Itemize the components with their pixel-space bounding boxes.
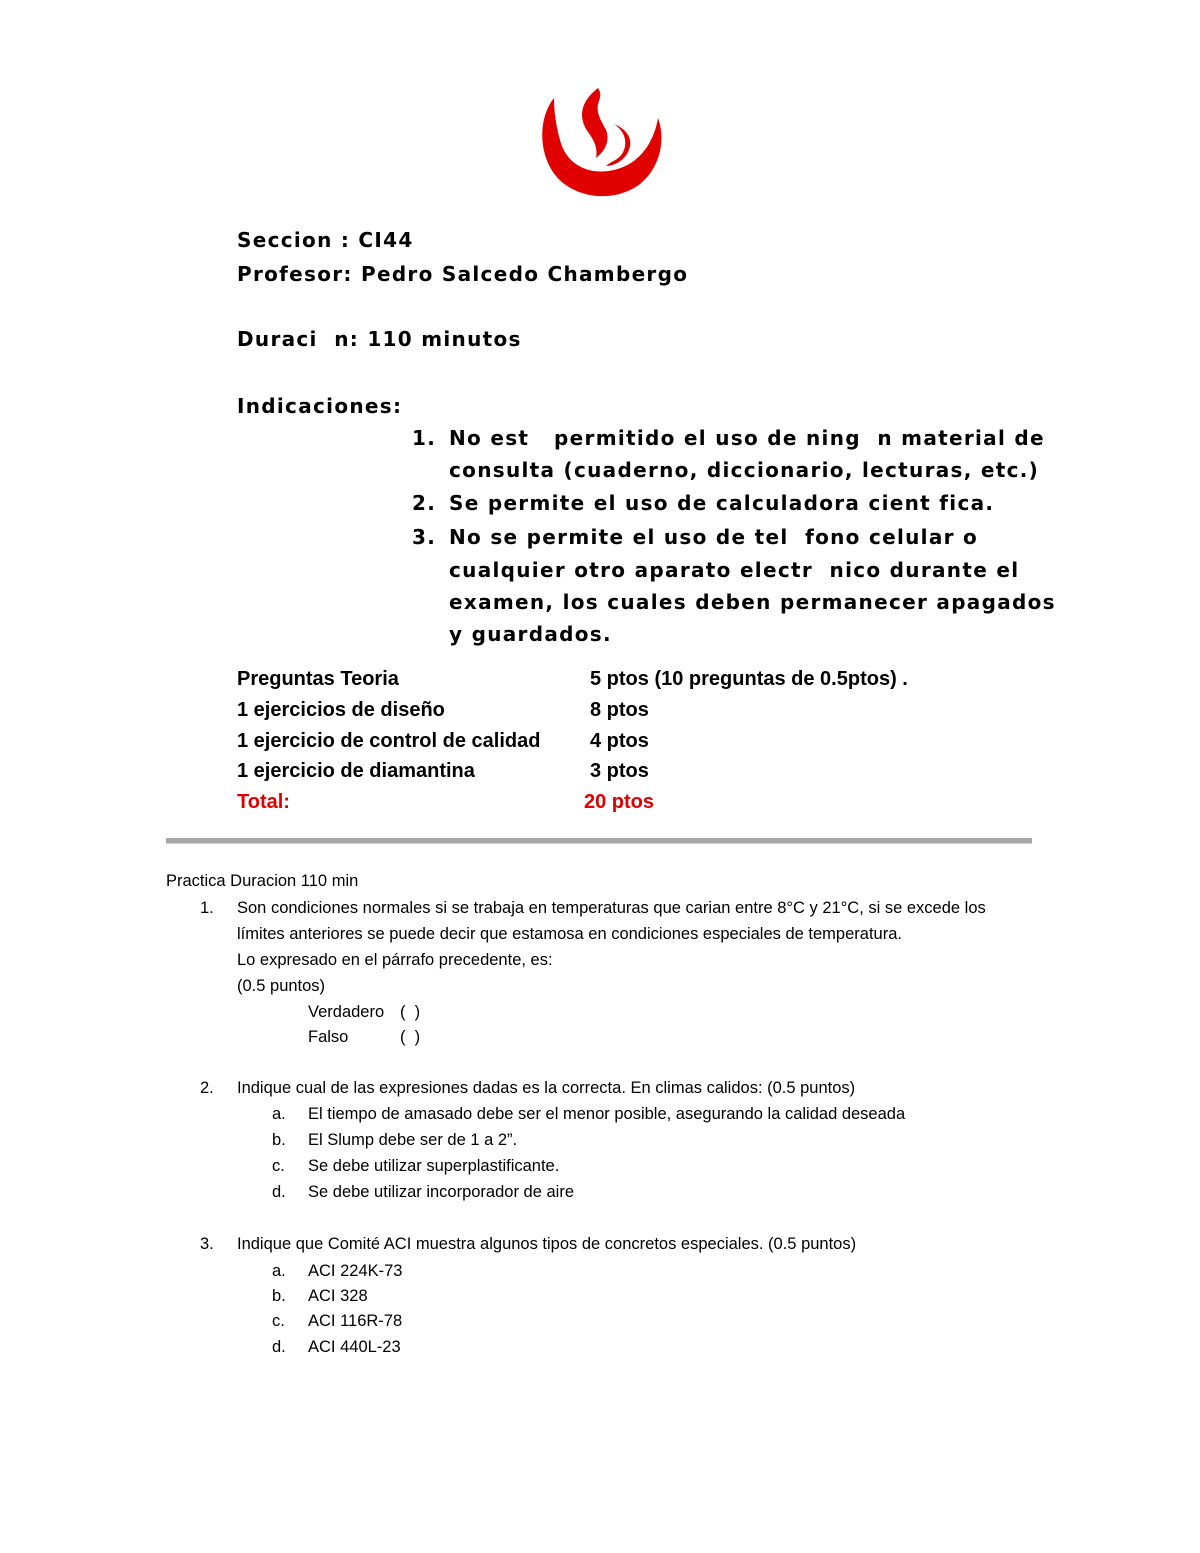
option-text: ACI 116R-78 [308, 1312, 403, 1330]
indicacion-line: No est permitido el uso de ning n material de [449, 426, 1045, 450]
puntaje-value: 4 ptos [590, 730, 649, 752]
indicacion-number: 3. [412, 525, 437, 549]
practica-title: Practica Duracion 110 min [166, 872, 359, 890]
question-line: Indique cual de las expresiones dadas es la correcta. En climas calidos: (0.5 puntos) [237, 1079, 856, 1097]
indicacion-line: examen, los cuales deben permanecer apagados [449, 590, 1056, 614]
puntaje-label: 1 ejercicios de diseño [237, 699, 445, 721]
option-text: ACI 224K-73 [308, 1262, 403, 1280]
seccion-line: Seccion : CI44 [237, 228, 414, 252]
section-divider [166, 838, 1032, 844]
indicacion-line: No se permite el uso de tel fono celular o [449, 525, 979, 549]
total-label: Total: [237, 791, 290, 813]
option-letter: c. [272, 1157, 285, 1175]
option-letter: b. [272, 1131, 286, 1149]
logo-flame [582, 88, 608, 158]
option-letter: b. [272, 1287, 286, 1305]
question-number: 2. [200, 1079, 214, 1097]
option-text: ACI 328 [308, 1287, 368, 1305]
puntaje-label: Preguntas Teoria [237, 668, 399, 690]
option-letter: c. [272, 1312, 285, 1330]
duracion-line: Duraci n: 110 minutos [237, 327, 522, 351]
option-letter: d. [272, 1338, 286, 1356]
option-text: ACI 440L-23 [308, 1338, 401, 1356]
indicacion-line: y guardados. [449, 622, 612, 646]
question-number: 1. [200, 899, 214, 917]
logo-flame-right [606, 124, 630, 166]
question-line: Son condiciones normales si se trabaja en temperaturas que carian entre 8°C y 21°C, si se excede los [237, 899, 986, 917]
option-text: El tiempo de amasado debe ser el menor posible, asegurando la calidad deseada [308, 1105, 906, 1123]
indicacion-line: consulta (cuaderno, diccionario, lecturas, etc.) [449, 458, 1040, 482]
profesor-line: Profesor: Pedro Salcedo Chambergo [237, 262, 689, 286]
total-value: 20 ptos [584, 791, 655, 813]
indicaciones-title: Indicaciones: [237, 394, 403, 418]
puntaje-value: 8 ptos [590, 699, 649, 721]
puntaje-value: 5 ptos (10 preguntas de 0.5ptos) . [590, 668, 908, 690]
choice-mark: ( ) [400, 1028, 421, 1046]
indicacion-line: cualquier otro aparato electr nico durante el [449, 558, 1020, 582]
question-line: (0.5 puntos) [237, 977, 326, 995]
option-text: Se debe utilizar superplastificante. [308, 1157, 560, 1175]
option-letter: a. [272, 1262, 286, 1280]
question-line: Indique que Comité ACI muestra algunos tipos de concretos especiales. (0.5 puntos) [237, 1235, 857, 1253]
choice-mark: ( ) [400, 1003, 421, 1021]
option-text: Se debe utilizar incorporador de aire [308, 1183, 574, 1201]
choice-label: Verdadero [308, 1003, 385, 1021]
indicacion-number: 2. [412, 491, 437, 515]
question-number: 3. [200, 1235, 214, 1253]
puntaje-value: 3 ptos [590, 760, 649, 782]
question-line: Lo expresado en el párrafo precedente, es: [237, 951, 553, 969]
question-line: límites anteriores se puede decir que estamosa en condiciones especiales de temperatura. [237, 925, 902, 943]
indicacion-number: 1. [412, 426, 437, 450]
choice-label: Falso [308, 1028, 349, 1046]
puntaje-label: 1 ejercicio de diamantina [237, 760, 475, 782]
option-text: El Slump debe ser de 1 a 2”. [308, 1131, 518, 1149]
indicacion-line: Se permite el uso de calculadora cient fica. [449, 491, 995, 515]
upc-flame-logo [536, 84, 666, 204]
option-letter: d. [272, 1183, 286, 1201]
puntaje-label: 1 ejercicio de control de calidad [237, 730, 541, 752]
option-letter: a. [272, 1105, 286, 1123]
